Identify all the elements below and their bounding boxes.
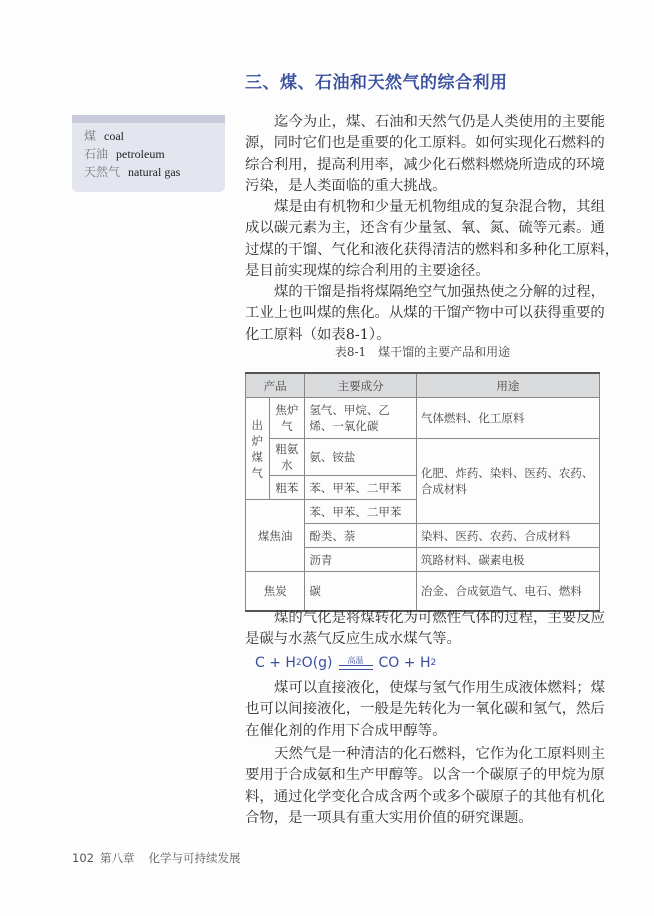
glossary-term-zh: 煤 bbox=[84, 129, 97, 143]
text-line: 合物，是一项具有重大实用价值的研究课题。 bbox=[245, 809, 533, 826]
glossary-term-en: petroleum bbox=[116, 147, 165, 161]
glossary-item bbox=[72, 145, 225, 163]
sub-coke-oven-gas: 焦炉气 bbox=[269, 398, 305, 439]
reaction-condition: 高温 bbox=[347, 656, 364, 665]
group-coke: 焦炭 bbox=[246, 572, 305, 612]
use-cell: 冶金、合成氨造气、电石、燃料 bbox=[416, 572, 599, 612]
equals-sign bbox=[339, 665, 373, 670]
glossary-term-en: coal bbox=[104, 129, 125, 143]
section-heading: 三、煤、石油和天然气的综合利用 bbox=[245, 73, 508, 93]
text-line: 煤是由有机物和少量无机物组成的复杂混合物，其组 bbox=[274, 199, 605, 215]
glossary-box bbox=[72, 115, 225, 192]
use-cell: 筑路材料、碳素电极 bbox=[416, 548, 599, 572]
header-product: 产品 bbox=[246, 373, 305, 398]
text-line: 成以碳元素为主，还含有少量氢、氧、氮、硫等元素。通 bbox=[245, 220, 605, 237]
glossary-term-zh: 天然气 bbox=[84, 165, 121, 179]
paragraph-6 bbox=[245, 744, 605, 829]
glossary-bar bbox=[72, 115, 225, 123]
text-line: 综合利用，提高利用率，减少化石燃料燃烧所造成的环境 bbox=[245, 156, 605, 173]
equation-arrow bbox=[339, 656, 373, 670]
text-line: 化工原料（如表8-1）。 bbox=[245, 326, 391, 343]
paragraph-2 bbox=[245, 197, 620, 282]
component-cell: 沥青 bbox=[305, 548, 417, 572]
glossary-term-zh: 石油 bbox=[84, 147, 109, 161]
text-line: 天然气是一种清洁的化石燃料，它作为化工原料则主 bbox=[274, 746, 605, 762]
glossary-item bbox=[72, 163, 225, 181]
text-line: 是目前实现煤的综合利用的主要途径。 bbox=[245, 262, 490, 279]
text-line: 要用于合成氨和生产甲醇等。以含一个碳原子的甲烷为原 bbox=[245, 767, 605, 784]
component-cell: 氢气、甲烷、乙烯、一氧化碳 bbox=[305, 398, 417, 439]
text-line: 煤可以直接液化，使煤与氢气作用生成液体燃料；煤 bbox=[274, 680, 605, 696]
paragraph-4 bbox=[245, 608, 605, 651]
text-line: 污染，是人类面临的重大挑战。 bbox=[245, 177, 447, 194]
paragraph-5 bbox=[245, 678, 605, 742]
glossary-term-en: natural gas bbox=[128, 165, 181, 179]
chemical-equation bbox=[255, 655, 436, 671]
text-line: 在催化剂的作用下合成甲醇等。 bbox=[245, 722, 447, 739]
equation-left-rest: O(g) bbox=[301, 655, 333, 671]
component-cell: 苯、甲苯、二甲苯 bbox=[305, 476, 417, 500]
group-coal-gas: 出炉煤气 bbox=[246, 398, 270, 500]
equation-right: CO + H bbox=[378, 655, 431, 671]
component-cell: 碳 bbox=[305, 572, 417, 612]
subscript: 2 bbox=[295, 658, 302, 668]
table-caption: 表8-1 煤干馏的主要产品和用途 bbox=[334, 345, 511, 359]
page-number: 102 bbox=[72, 851, 94, 865]
text-line: 也可以间接液化，一般是先转化为一氧化碳和氢气，然后 bbox=[245, 701, 605, 718]
text-line: 工业上也叫煤的焦化。从煤的干馏产物中可以获得重要的 bbox=[245, 305, 605, 322]
chapter-label: 第八章 bbox=[99, 851, 135, 865]
text-line: 迄今为止，煤、石油和天然气仍是人类使用的主要能 bbox=[274, 114, 605, 130]
component-cell: 苯、甲苯、二甲苯 bbox=[305, 500, 417, 524]
sub-crude-benzene: 粗苯 bbox=[269, 476, 305, 500]
products-table bbox=[245, 372, 600, 612]
chapter-title: 化学与可持续发展 bbox=[148, 851, 241, 865]
text-line: 煤的气化是将煤转化为可燃性气体的过程，主要反应 bbox=[274, 610, 605, 626]
paragraph-1 bbox=[245, 112, 605, 197]
text-line: 是碳与水蒸气反应生成水煤气等。 bbox=[245, 631, 461, 648]
header-components: 主要成分 bbox=[305, 373, 417, 398]
text-line: 过煤的干馏、气化和液化获得清洁的燃料和多种化工原料， bbox=[245, 241, 620, 258]
subscript: 2 bbox=[430, 658, 437, 668]
text-line: 料，通过化学变化合成含两个或多个碳原子的其他有机化 bbox=[245, 788, 605, 805]
use-cell: 气体燃料、化工原料 bbox=[416, 398, 599, 439]
component-cell: 氨、铵盐 bbox=[305, 439, 417, 476]
sub-ammonia-water: 粗氨水 bbox=[269, 439, 305, 476]
paragraph-3 bbox=[245, 282, 605, 346]
component-cell: 酚类、萘 bbox=[305, 524, 417, 548]
text-line: 源，同时它们也是重要的化工原料。如何实现化石燃料的 bbox=[245, 135, 605, 152]
use-cell: 化肥、炸药、染料、医药、农药、合成材料 bbox=[416, 439, 599, 524]
glossary-item bbox=[72, 127, 225, 145]
header-uses: 用途 bbox=[416, 373, 599, 398]
use-cell: 染料、医药、农药、合成材料 bbox=[416, 524, 599, 548]
text-line: 煤的干馏是指将煤隔绝空气加强热使之分解的过程， bbox=[274, 284, 605, 300]
page-footer bbox=[72, 850, 240, 866]
equation-left: C + H bbox=[255, 655, 296, 671]
group-coal-tar: 煤焦油 bbox=[246, 500, 305, 572]
